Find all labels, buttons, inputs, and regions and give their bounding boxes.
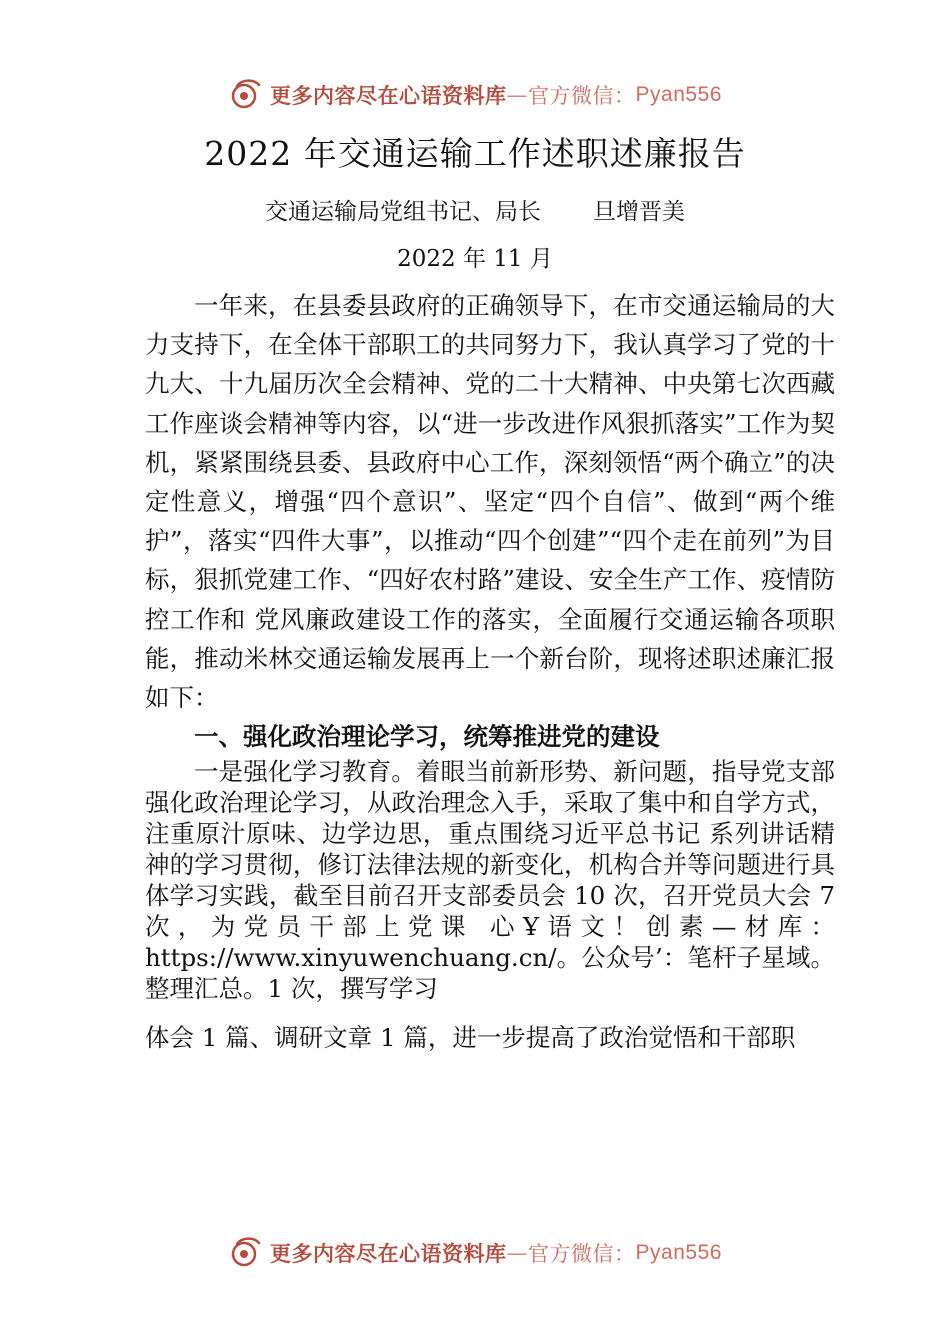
section-paragraph-text: 一是强化学习教育。着眼当前新形势、新问题，指导党支部强化政治理论学习，从政治理念入手，采取了集中和自学方式，注重原汁原味、边学边思，重点围绕习近平总书记 系列讲话精神的学习贯彻，修订法律法规的新变化，机构合并等问题进行具体学习实践，截至目前召开支部委员会 10 次，召开党员大会 7 次，为党员干部上党课 xyxy=(145,757,835,942)
document-title: 2022 年交通运输工作述职述廉报告 xyxy=(204,134,746,173)
section-heading: 一、强化政治理论学习，统筹推进党的建设 xyxy=(194,722,660,752)
watermark-wechat-label: 官方微信： xyxy=(528,84,636,108)
document-date: 2022 年 11 月 xyxy=(397,246,553,272)
inline-watermark-text: 心Ұ语文！创素—材库：https://www.xinyuwenchuang.cn/。公众号’：笔杆子星域。整理汇总。1 次，撰写学习 xyxy=(145,912,835,1004)
section-paragraph xyxy=(145,756,835,1004)
watermark-separator: — xyxy=(506,83,529,107)
author-role: 交通运输局党组书记、局长 xyxy=(265,199,541,225)
watermark-footer xyxy=(0,1233,950,1273)
intro-paragraph: 一年来，在县委县政府的正确领导下，在市交通运输局的大力支持下，在全体干部职工的共同努力下，我认真学习了党的十九大、十九届历次全会精神、党的二十大精神、中央第七次西藏工作座谈会精神等内容，以“进一步改进作风狠抓落实”工作为契机，紧紧围绕县委、县政府中心工作，深刻领悟“两个确立”的决定性意义，增强“四个意识”、坚定“四个自信”、做到“两个维护”，落实“四件大事”，以推动“四个创建”“四个走在前列”为目标，狠抓党建工作、“四好农村路”建设、安全生产工作、疫情防控工作和 党风廉政建设工作的落实，全面履行交通运输各项职能，推动米林交通运输发展再上一个新台阶，现将述职述廉汇报如下： xyxy=(145,291,835,713)
document-body xyxy=(145,286,835,1058)
watermark-logo-icon xyxy=(228,1235,264,1271)
section-paragraph-continued: 体会 1 篇、调研文章 1 篇，进一步提高了政治觉悟和干部职 xyxy=(145,1023,796,1053)
watermark-account: Pyan556 xyxy=(635,83,722,106)
watermark-main-text: 更多内容尽在心语资料库 xyxy=(270,1242,507,1266)
watermark-main-text: 更多内容尽在心语资料库 xyxy=(270,84,507,108)
watermark-wechat-label: 官方微信： xyxy=(528,1242,636,1266)
watermark-account: Pyan556 xyxy=(635,1241,722,1264)
watermark-header xyxy=(0,75,950,115)
watermark-logo-icon xyxy=(228,77,264,113)
watermark-separator: — xyxy=(506,1241,529,1265)
author-name: 旦增晋美 xyxy=(593,199,685,225)
author-line xyxy=(0,193,950,226)
